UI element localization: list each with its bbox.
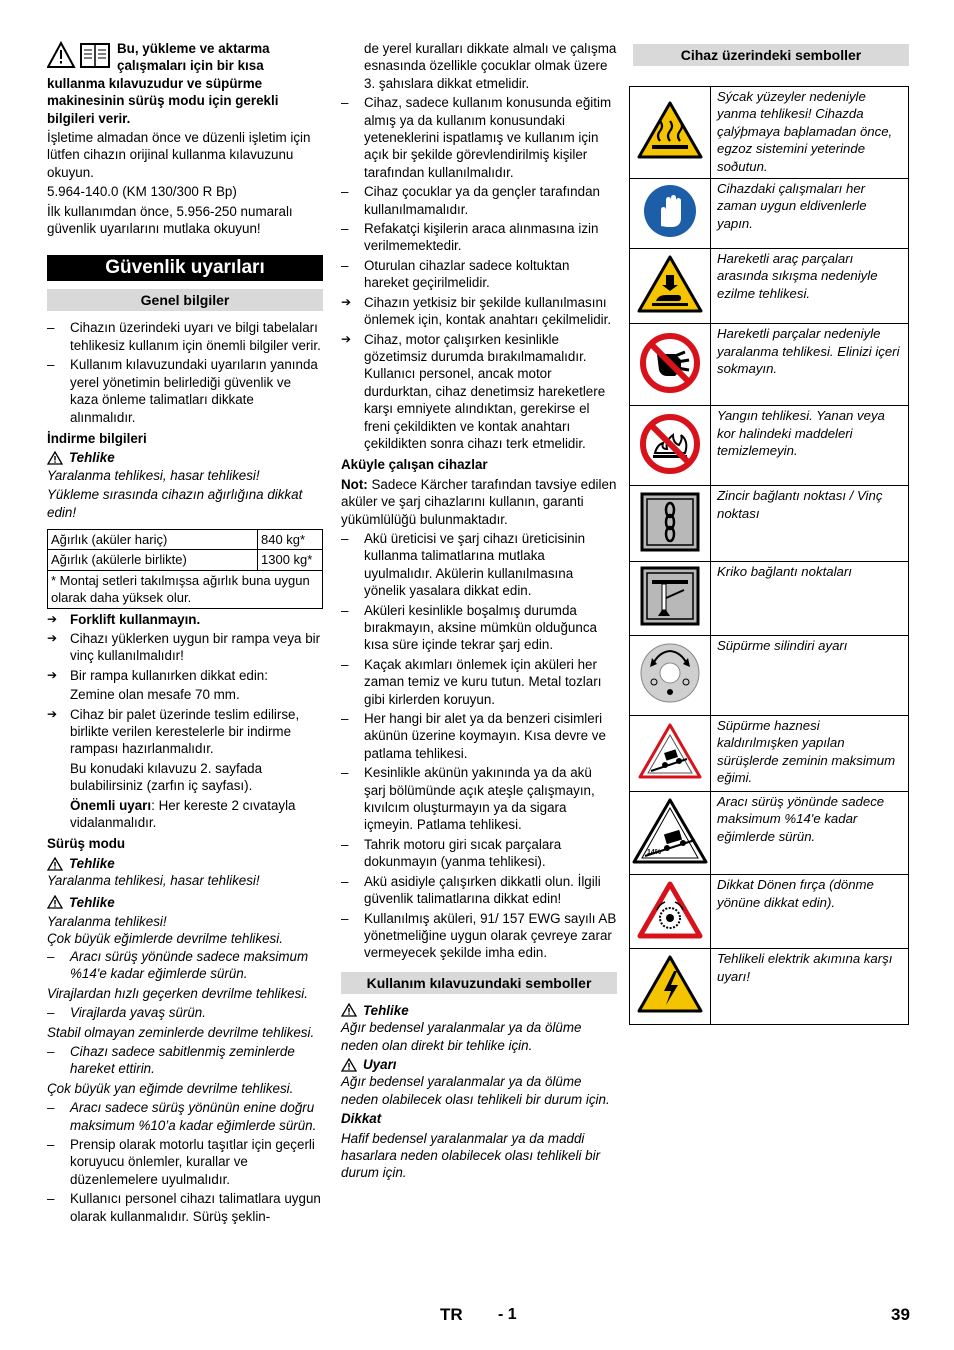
table-row xyxy=(630,875,909,949)
table-row xyxy=(630,249,909,324)
symbol-text: Sýcak yüzeyler nedeniyle yanma tehlikesi! Cihazda çalýþmaya baþlamadan önce, egzoz sistemini yeterinde soðutun. xyxy=(711,87,909,179)
unload-warning: Yaralanma tehlikesi, hasar tehlikesi! xyxy=(47,467,260,483)
arrow-item: ➔ Cihaz, motor çalışırken kesinlikle gözetimsiz durumda bırakılmamalıdır. Kullanıcı personel, ancak motor durdurktan, cihaz denetimsiz hareketlere karşı emniyete alındıktan, gerekirse el freni çekildikten ve kontak anahtarı çekildikten sonra cihazı terk etmelidir. xyxy=(341,331,606,451)
symbol-text: Hareketli araç parçaları arasında sıkışma nedeniyle ezilme tehlikesi. xyxy=(711,249,909,324)
electric-icon xyxy=(636,953,704,1015)
list-item: – Refakatçi kişilerin araca alınmasına izin verilmemektedir. xyxy=(341,221,599,254)
list-item: – Kullanıcı personel cihazı talimatlara uygun olarak kullanmalıdır. Sürüş şeklin- xyxy=(47,1191,321,1224)
warning-icon xyxy=(47,857,63,871)
no-hand-icon xyxy=(639,332,701,394)
list-item: – Aracı sürüş yönünde sadece maksimum %14'e kadar eğimlerde sürün. xyxy=(47,948,309,982)
danger-heading: Tehlike xyxy=(341,1002,617,1019)
warning-icon xyxy=(341,1003,357,1017)
warning-text: Ağır bedensel yaralanmalar ya da ölüme neden olabilecek olası tehlikeli bir durum için. xyxy=(341,1074,610,1107)
roller-adjust-icon xyxy=(639,642,701,704)
drive-title: Sürüş modu xyxy=(47,836,126,852)
danger-heading: Tehlike xyxy=(47,894,323,911)
important-note: Önemli uyarı: Her kereste 2 cıvatayla vidalanmalıdır. xyxy=(70,797,296,831)
list-item: – Cihaz, sadece kullanım konusunda eğitim almış ya da kullanım konusundaki yeteneklerini ispatlamış ve kullanım için açık bir şekilde görevlendirilmiş kişiler tarafından kullanılmalıdır. xyxy=(341,95,612,180)
slope-14-icon xyxy=(631,796,709,866)
list-item: – Aracı sadece sürüş yönünün enine doğru maksimum %10’a kadar eğimlerde sürün. xyxy=(47,1100,317,1133)
footer-page-number: 39 xyxy=(891,1305,910,1324)
symbol-text: Aracı sürüş yönünde sadece maksimum %14'e kadar eğimlerde sürün. xyxy=(711,791,909,874)
drive-warning: Virajlardan hızlı geçerken devrilme tehlikesi. xyxy=(47,985,308,1001)
intro-bold-text: Bu, yükleme ve aktarma çalışmaları için bir kısa kullanma kılavuzudur ve süpürme makinesinin sürüş modu için gerekli bilgileri verir. xyxy=(47,41,279,126)
drive-warning: Yaralanma tehlikesi! xyxy=(47,914,167,930)
section-title: Güvenlik uyarıları xyxy=(47,255,323,281)
column-3 xyxy=(629,40,909,1025)
symbol-text: Süpürme haznesi kaldırılmışken yapılan sürüşlerde zeminin maksimum eğimi. xyxy=(711,715,909,791)
chain-icon xyxy=(640,492,700,552)
continued-text: de yerel kuralları dikkate almalı ve çalışma esnasında özellikle çocuklar olmak üzere 3. şahıslara dikkat etmelidir. xyxy=(364,41,617,91)
table-cell: 1300 kg* xyxy=(258,550,323,570)
table-cell: Ağırlık (aküler hariç) xyxy=(48,529,258,549)
battery-title: Aküyle çalışan cihazlar xyxy=(341,457,488,473)
drive-warning: Yaralanma tehlikesi, hasar tehlikesi! xyxy=(47,873,260,889)
hot-surface-icon xyxy=(636,99,704,161)
column-1 xyxy=(47,40,323,1227)
table-row xyxy=(630,87,909,179)
intro-line: 5.964-140.0 (KM 130/300 R Bp) xyxy=(47,184,237,200)
device-symbols-title: Cihaz üzerindeki semboller xyxy=(633,44,909,66)
caution-heading: Dikkat xyxy=(341,1111,382,1127)
list-item: – Akü asidiyle çalışırken dikkatli olun. İlgili güvenlik talimatlarına dikkat edin! xyxy=(341,873,601,907)
table-row xyxy=(630,406,909,486)
list-item: – Kullanım kılavuzundaki uyarıların yanında yerel yönetimin belirlediği güvenlik ve kaza önleme talimatları dikkate alınmalıdır. xyxy=(47,357,318,425)
general-title: Genel bilgiler xyxy=(47,289,323,311)
arrow-item: ➔ Bir rampa kullanırken dikkat edin: xyxy=(47,667,268,683)
danger-heading: Tehlike xyxy=(47,449,323,466)
intro-line: İşletime almadan önce ve düzenli işletim için lütfen cihazın orijinal kullanma kılavuzunu okuyun. xyxy=(47,130,311,180)
list-item: – Oturulan cihazlar sadece koltuktan hareket geçirilmelidir. xyxy=(341,257,570,291)
unload-warning: Yükleme sırasında cihazın ağırlığına dikkat edin! xyxy=(47,487,303,520)
jack-icon xyxy=(640,566,700,626)
table-cell: Ağırlık (akülerle birlikte) xyxy=(48,550,258,570)
column-2 xyxy=(341,40,617,1184)
arrow-item: ➔ Cihaz bir palet üzerinde teslim edilirse, birlikte verilen kerestelerle bir indirme rampası hazırlanmalıdır. xyxy=(47,706,300,757)
symbol-text: Cihazdaki çalışmaları her zaman uygun eldivenlerle yapın. xyxy=(711,179,909,249)
list-item: – Kesinlikle akünün yakınında ya da akü şarj bölümünde açık ateşle çalışmayın, kıvılcım oluşturmayın ya da sigara içmeyin. Patlama tehlikesi. xyxy=(341,765,595,833)
table-row xyxy=(630,949,909,1024)
rotating-brush-icon xyxy=(637,880,703,940)
caution-text: Hafif bedensel yaralanmalar ya da maddi hasarlara neden olabilecek olası tehlikeli bir durum için. xyxy=(341,1130,601,1181)
list-item: – Cihazı sadece sabitlenmiş zeminlerde hareket ettirin. xyxy=(47,1043,295,1077)
list-item: – Cihazın üzerindeki uyarı ve bilgi tabelaları tehlikesiz kullanım için önemli bilgiler verir. xyxy=(47,320,321,353)
table-row xyxy=(630,486,909,562)
arrow-item: ➔ Forklift kullanmayın. xyxy=(47,611,201,627)
symbol-text: Dikkat Dönen fırça (dönme yönüne dikkat edin). xyxy=(711,875,909,949)
list-item: – Prensip olarak motorlu taşıtlar için geçerli koruyucu önlemler, kurallar ve düzenlemelere uyulmalıdır. xyxy=(47,1136,315,1187)
table-row xyxy=(48,570,323,608)
weight-table xyxy=(47,529,323,609)
arrow-item: ➔ Cihazı yüklerken uygun bir rampa veya bir vinç kullanılmalıdır! xyxy=(47,630,321,664)
symbol-text: Kriko bağlantı noktaları xyxy=(711,562,909,635)
footer-language: TR xyxy=(440,1305,463,1324)
list-item: – Tahrik motoru giri sıcak parçalara dokunmayın (yanma tehlikesi). xyxy=(341,836,562,870)
symbol-text: Yangın tehlikesi. Yanan veya kor halindeki maddeleri temizlemeyin. xyxy=(711,406,909,486)
symbol-text: Süpürme silindiri ayarı xyxy=(711,635,909,715)
symbol-text: Tehlikeli elektrik akımına karşı uyarı! xyxy=(711,949,909,1024)
symbols-table xyxy=(629,86,909,1025)
list-item: – Kullanılmış aküleri, 91/ 157 EWG sayılı AB yönetmeliğine uygun olarak çevreye zarar vermeyecek şekilde imha edin. xyxy=(341,910,617,961)
list-item: – Akü üreticisi ve şarj cihazı üreticisinin kullanma talimatlarına mutlaka uyulmalıdır. Akülerin kullanılmasına yönelik yasalara dikkat edin. xyxy=(341,530,586,599)
gloves-icon xyxy=(643,184,697,238)
symbol-text: Hareketli parçalar nedeniyle yaralanma tehlikesi. Elinizi içeri sokmayın. xyxy=(711,324,909,406)
warning-heading: Uyarı xyxy=(341,1056,617,1073)
intro-block xyxy=(47,40,323,237)
table-row xyxy=(630,179,909,249)
crush-hand-icon xyxy=(636,253,704,315)
arrow-item: ➔ Cihazın yetkisiz bir şekilde kullanılmasını önlemek için, kontak anahtarı çekilmelidir. xyxy=(341,294,612,328)
warning-icon xyxy=(341,1058,357,1072)
list-item: – Virajlarda yavaş sürün. xyxy=(47,1005,206,1021)
unload-title: İndirme bilgileri xyxy=(47,430,147,446)
intro-line: İlk kullanımdan önce, 5.956-250 numaralı güvenlik uyarılarını mutlaka okuyun! xyxy=(47,203,293,237)
danger-text: Ağır bedensel yaralanmalar ya da ölüme neden olan direkt bir tehlike için. xyxy=(341,1020,582,1053)
footer-page-ref: - 1 xyxy=(498,1306,517,1323)
table-row xyxy=(48,529,323,549)
drive-warning: Stabil olmayan zeminlerde devrilme tehlikesi. xyxy=(47,1024,315,1040)
warning-icon xyxy=(47,451,63,465)
manual-symbols-title: Kullanım kılavuzundaki semboller xyxy=(341,972,617,994)
symbol-text: Zincir bağlantı noktası / Vinç noktası xyxy=(711,486,909,562)
table-row xyxy=(630,715,909,791)
warning-icon xyxy=(47,895,63,909)
table-row xyxy=(48,550,323,570)
hopper-slope-icon xyxy=(637,721,703,781)
slope-14-badge: 14% xyxy=(647,848,662,856)
danger-heading: Tehlike xyxy=(47,855,323,872)
warning-manual-icons xyxy=(47,41,111,73)
list-item: – Kaçak akımları önlemek için aküleri her zaman temiz ve kuru tutun. Metal tozları gibi kirlerden koruyun. xyxy=(341,656,602,707)
list-item: – Aküleri kesinlikle boşalmış durumda bırakmayın, aksine mümkün olduğunca kısa süre içinde tekrar şarj edin. xyxy=(341,602,597,653)
battery-note: Not: Sadece Kärcher tarafından tavsiye edilen aküler ve şarj cihazlarını kullanın, garanti yükümlülüğü bulunmaktadır. xyxy=(341,476,617,527)
list-item: – Her hangi bir alet ya da benzeri cisimleri akünün üzerine koymayın. Kısa devre ve patlama tehlikesi. xyxy=(341,711,606,761)
pallet-note: Bu konudaki kılavuzu 2. sayfada bulabilirsiniz (zarfın iç sayfası). xyxy=(70,760,263,794)
table-row xyxy=(630,562,909,635)
list-item: – Cihaz çocuklar ya da gençler tarafından kullanılmamalıdır. xyxy=(341,184,600,217)
table-row xyxy=(630,791,909,874)
table-note: * Montaj setleri takılmışsa ağırlık buna uygun olarak daha yüksek olur. xyxy=(48,570,323,608)
table-cell: 840 kg* xyxy=(258,529,323,549)
table-row xyxy=(630,324,909,406)
drive-warning: Çok büyük yan eğimde devrilme tehlikesi. xyxy=(47,1080,294,1096)
drive-warning: Çok büyük eğimlerde devrilme tehlikesi. xyxy=(47,931,283,947)
no-fire-icon xyxy=(639,413,701,475)
table-row xyxy=(630,635,909,715)
ramp-distance: Zemine olan mesafe 70 mm. xyxy=(70,687,240,703)
